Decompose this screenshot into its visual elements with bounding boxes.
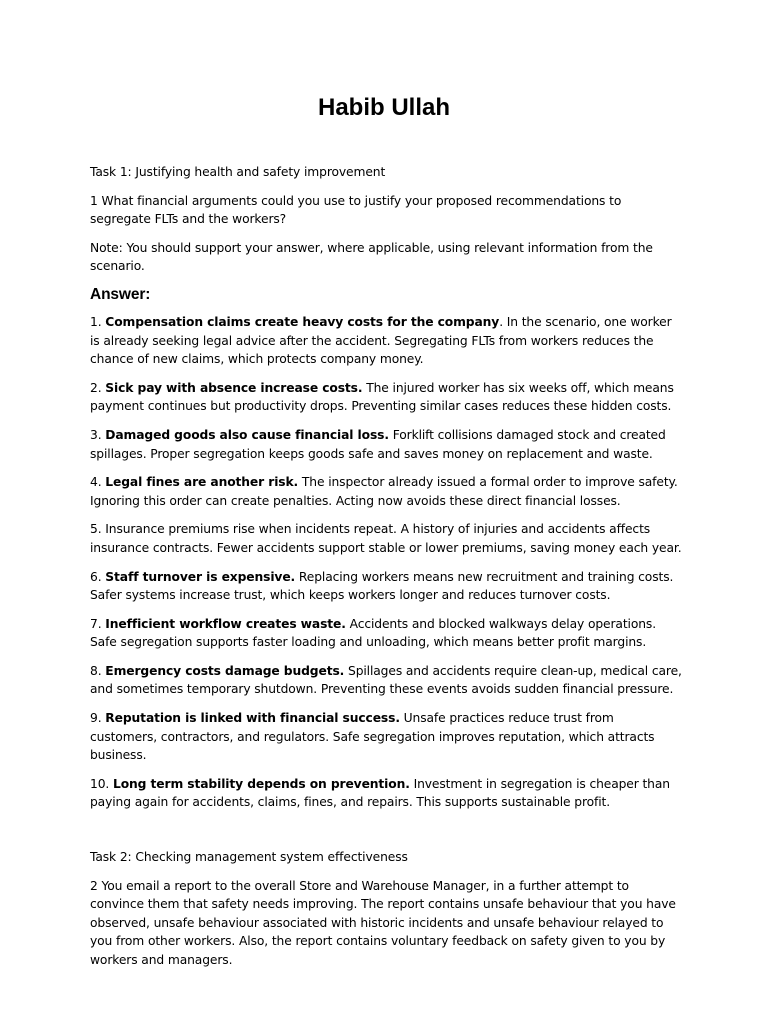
point-number: 1. bbox=[90, 314, 106, 329]
task1-note: Note: You should support your answer, where applicable, using relevant information from the scenario. bbox=[90, 240, 653, 274]
answer-point-6 bbox=[90, 568, 682, 605]
point-text: Spillages and accidents require clean-up, medical care, and sometimes temporary shutdown. Preventing these events avoids sudden financial pressure. bbox=[90, 663, 682, 697]
point-number: 2. bbox=[90, 380, 106, 395]
answer-point-2 bbox=[90, 379, 682, 416]
point-text: The injured worker has six weeks off, which means payment continues but productivity drops. Preventing similar cases reduces these hidden costs. bbox=[90, 380, 674, 414]
answer-point-10 bbox=[90, 775, 682, 812]
point-text: Investment in segregation is cheaper than paying again for accidents, claims, fines, and repairs. This supports sustainable profit. bbox=[90, 776, 670, 810]
document-page bbox=[90, 0, 682, 1024]
point-heading: Emergency costs damage budgets. bbox=[105, 663, 345, 678]
answer-point-1 bbox=[90, 313, 682, 369]
point-number: 4. bbox=[90, 475, 106, 490]
task1-heading: Task 1: Justifying health and safety improvement bbox=[90, 165, 386, 179]
point-heading: Staff turnover is expensive. bbox=[105, 569, 296, 584]
document-title: Habib Ullah bbox=[317, 94, 450, 121]
task2-heading: Task 2: Checking management system effectiveness bbox=[90, 850, 408, 865]
point-number: 3. bbox=[90, 427, 106, 442]
point-heading: Reputation is linked with financial success. bbox=[105, 711, 400, 726]
answer-point-3 bbox=[90, 426, 682, 463]
answer-point-7 bbox=[90, 615, 682, 652]
answer-point-4 bbox=[90, 473, 682, 510]
point-text: Accidents and blocked walkways delay operations. Safe segregation supports faster loading and unloading, which means better profit margins. bbox=[90, 616, 656, 650]
point-number: 8. bbox=[90, 663, 106, 678]
point-heading: Damaged goods also cause financial loss. bbox=[105, 427, 389, 442]
point-text: Insurance premiums rise when incidents repeat. A history of injuries and accidents affects insurance contracts. Fewer accidents support stable or lower premiums, saving money each year. bbox=[90, 522, 682, 555]
point-number: 7. bbox=[90, 616, 106, 631]
point-number: 9. bbox=[90, 711, 106, 726]
point-heading: Compensation claims create heavy costs for the company bbox=[105, 314, 500, 329]
point-text: Replacing workers means new recruitment and training costs. Safer systems increase trust, which keeps workers longer and reduces turnover costs. bbox=[90, 569, 674, 603]
answer-point-9 bbox=[90, 709, 682, 765]
answer-point-8 bbox=[90, 662, 682, 699]
answer-heading: Answer: bbox=[90, 285, 151, 303]
point-text: The inspector already issued a formal order to improve safety. Ignoring this order can create penalties. Acting now avoids these direct financial losses. bbox=[90, 475, 678, 508]
answer-point-5 bbox=[90, 520, 682, 557]
document-body bbox=[90, 163, 682, 980]
point-text: Unsafe practices reduce trust from customers, contractors, and regulators. Safe segregation improves reputation, which attracts business. bbox=[90, 711, 655, 763]
point-number: 10. bbox=[90, 776, 113, 791]
point-text: Forklift collisions damaged stock and created spillages. Proper segregation keeps goods safe and saves money on replacement and waste. bbox=[90, 427, 666, 461]
point-number: 5. bbox=[90, 522, 106, 537]
task2-question: 2 You email a report to the overall Store and Warehouse Manager, in a further attempt to convince them that safety needs improving. The report contains unsafe behaviour that you have observed, unsafe behaviour associated with historic incidents and unsafe behaviour relayed to you from other workers. Also, the report contains voluntary feedback on safety given to you by workers and managers. bbox=[90, 878, 676, 967]
point-text: . In the scenario, one worker is already seeking legal advice after the accident. Segregating FLTs from workers reduces the chance of new claims, which protects company money. bbox=[90, 314, 672, 367]
point-heading: Long term stability depends on prevention. bbox=[113, 776, 410, 791]
task1-question: 1 What financial arguments could you use to justify your proposed recommendations to segregate FLTs and the workers? bbox=[90, 193, 622, 227]
point-heading: Inefficient workflow creates waste. bbox=[105, 616, 346, 631]
point-number: 6. bbox=[90, 569, 106, 584]
point-heading: Legal fines are another risk. bbox=[105, 475, 299, 490]
point-heading: Sick pay with absence increase costs. bbox=[105, 380, 363, 395]
